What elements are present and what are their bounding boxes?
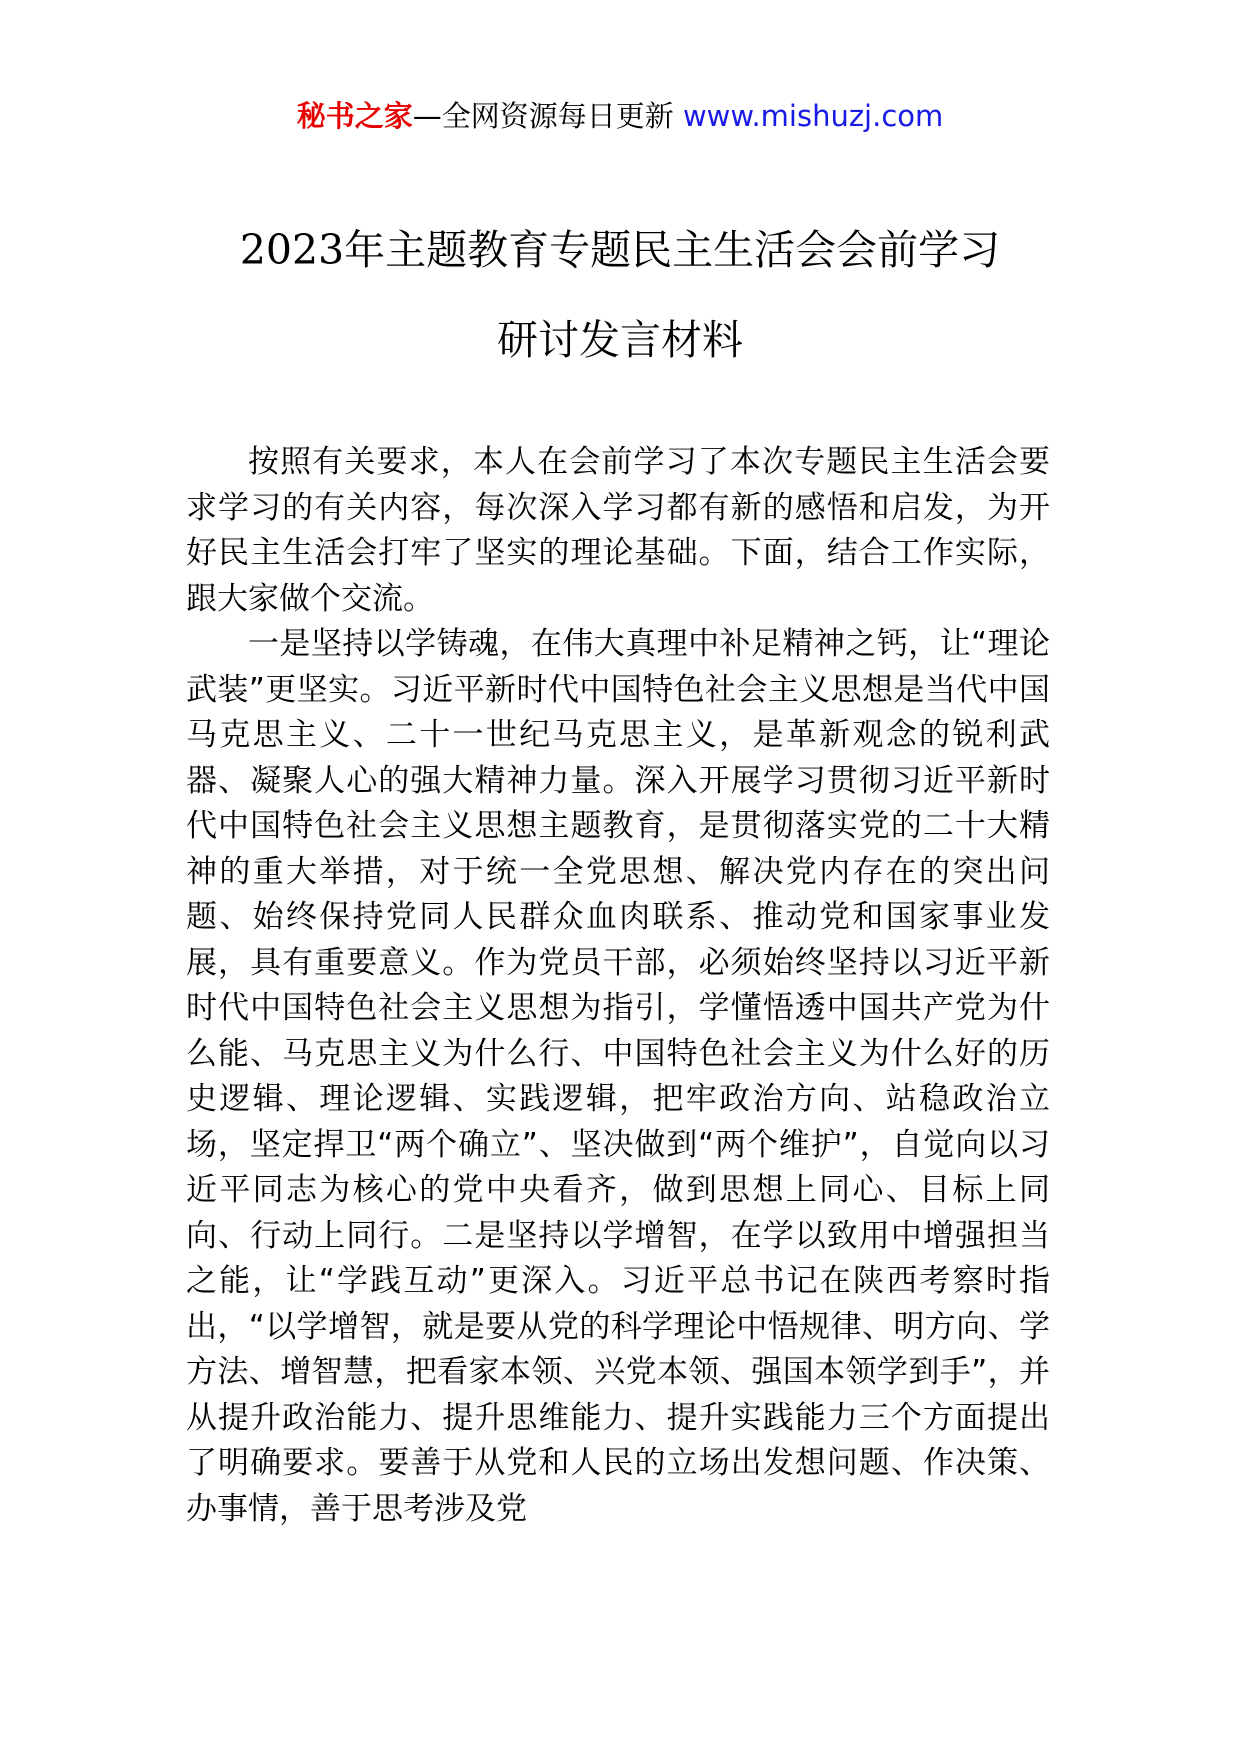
document-title — [140, 205, 1100, 385]
site-tagline: —全网资源每日更新 — [412, 99, 683, 133]
body-paragraph-main: 一是坚持以学铸魂，在伟大真理中补足精神之钙，让“理论武装”更坚实。习近平新时代中国特色社会主义思想是当代中国马克思主义、二十一世纪马克思主义，是革新观念的锐利武器、凝聚人心的强大精神力量。深入开展学习贯彻习近平新时代中国特色社会主义思想主题教育，是贯彻落实党的二十大精神的重大举措，对于统一全党思想、解决党内存在的突出问题、始终保持党同人民群众血肉联系、推动党和国家事业发展，具有重要意义。作为党员干部，必须始终坚持以习近平新时代中国特色社会主义思想为指引，学懂悟透中国共产党为什么能、马克思主义为什么行、中国特色社会主义为什么好的历史逻辑、理论逻辑、实践逻辑，把牢政治方向、站稳政治立场，坚定捍卫“两个确立”、坚决做到“两个维护”，自觉向以习近平同志为核心的党中央看齐，做到思想上同心、目标上同向、行动上同行。二是坚持以学增智，在学以致用中增强担当之能，让“学践互动”更深入。习近平总书记在陕西考察时指出，“以学增智，就是要从党的科学理论中悟规律、明方向、学方法、增智慧，把看家本领、兴党本领、强国本领学到手”，并从提升政治能力、提升思维能力、提升实践能力三个方面提出了明确要求。要善于从党和人民的立场出发想问题、作决策、办事情，善于思考涉及党 — [186, 626, 1050, 1527]
document-title-line-1: 2023年主题教育专题民主生活会会前学习 — [239, 226, 1001, 274]
site-header — [0, 96, 1240, 136]
site-brand: 秘书之家 — [296, 99, 413, 133]
site-url-link[interactable]: www.mishuzj.com — [682, 99, 944, 133]
document-title-line-2: 研讨发言材料 — [497, 316, 743, 364]
document-body — [186, 440, 1050, 1532]
body-paragraph-intro: 按照有关要求，本人在会前学习了本次专题民主生活会要求学习的有关内容，每次深入学习都有新的感悟和启发，为开好民主生活会打牢了坚实的理论基础。下面，结合工作实际，跟大家做个交流。 — [186, 444, 1050, 617]
